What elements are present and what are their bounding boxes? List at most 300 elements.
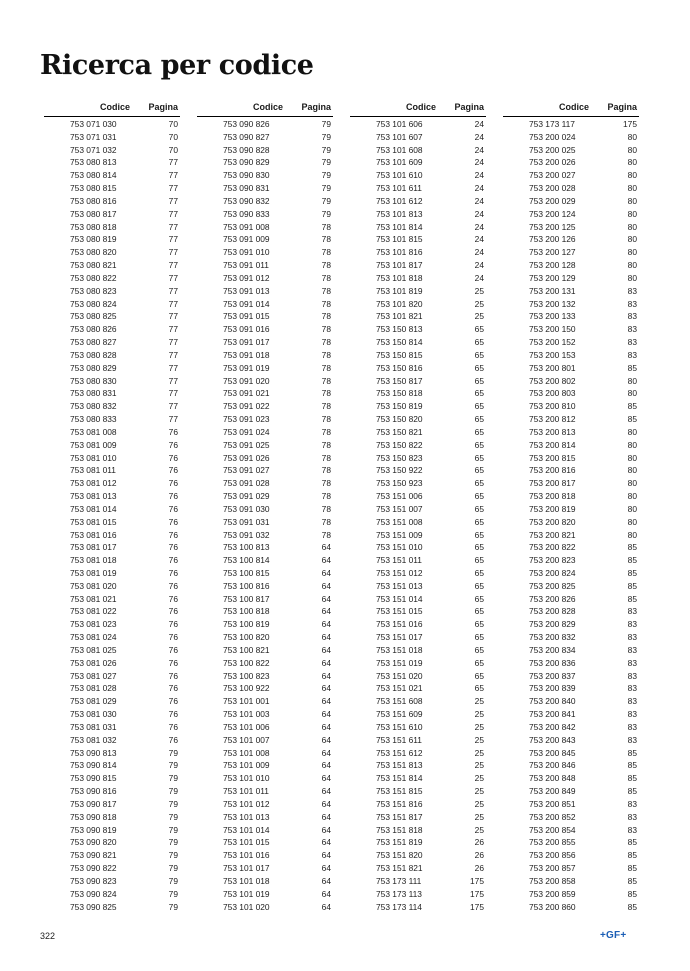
code-cell: 753 200 817 [529, 478, 576, 489]
page-cell: 65 [474, 632, 484, 643]
code-cell: 753 101 020 [223, 901, 270, 912]
table-row [44, 785, 180, 798]
table-row [503, 836, 639, 849]
code-cell: 753 091 031 [223, 516, 270, 527]
index-rows [197, 117, 333, 913]
page-cell: 65 [474, 324, 484, 335]
table-row [197, 452, 333, 465]
table-row [44, 541, 180, 554]
code-cell: 753 101 001 [223, 696, 270, 707]
table-row [350, 644, 486, 657]
table-row [197, 824, 333, 837]
table-row [503, 503, 639, 516]
code-cell: 753 081 017 [70, 542, 117, 553]
code-cell: 753 101 610 [376, 170, 423, 181]
table-row [197, 233, 333, 246]
table-row [44, 747, 180, 760]
code-cell: 753 080 828 [70, 349, 117, 360]
table-row [503, 644, 639, 657]
table-row [197, 631, 333, 644]
table-row [350, 657, 486, 670]
page-cell: 77 [168, 285, 178, 296]
table-row [197, 118, 333, 131]
table-row [197, 362, 333, 375]
code-cell: 753 071 030 [70, 119, 117, 129]
table-row [197, 516, 333, 529]
code-cell: 753 200 815 [529, 452, 576, 463]
code-header: Codice [252, 102, 283, 112]
code-cell: 753 100 820 [223, 632, 270, 643]
page-cell: 64 [321, 696, 331, 707]
page-cell: 65 [474, 375, 484, 386]
code-cell: 753 090 829 [223, 157, 270, 168]
code-cell: 753 101 813 [376, 208, 423, 219]
code-cell: 753 081 028 [70, 683, 117, 694]
table-row [503, 605, 639, 618]
code-cell: 753 200 027 [529, 170, 576, 181]
page-cell: 65 [474, 683, 484, 694]
code-header: Codice [558, 102, 589, 112]
page-cell: 79 [321, 208, 331, 219]
page-cell: 76 [168, 721, 178, 732]
code-cell: 753 200 834 [529, 644, 576, 655]
page-cell: 83 [627, 349, 637, 360]
code-cell: 753 200 803 [529, 388, 576, 399]
table-row [350, 439, 486, 452]
page-cell: 65 [474, 426, 484, 437]
table-row [197, 605, 333, 618]
table-row [44, 670, 180, 683]
page-cell: 83 [627, 311, 637, 322]
page-cell: 70 [168, 119, 178, 129]
page-cell: 85 [627, 580, 637, 591]
page-cell: 78 [321, 337, 331, 348]
table-row [197, 387, 333, 400]
code-cell: 753 091 019 [223, 362, 270, 373]
page-cell: 65 [474, 555, 484, 566]
page-cell: 64 [321, 721, 331, 732]
page-cell: 64 [321, 875, 331, 886]
table-row [350, 259, 486, 272]
table-row [350, 670, 486, 683]
page-cell: 64 [321, 593, 331, 604]
page-cell: 83 [627, 632, 637, 643]
page-cell: 24 [474, 170, 484, 181]
page-cell: 64 [321, 747, 331, 758]
page-cell: 85 [627, 362, 637, 373]
code-cell: 753 200 857 [529, 863, 576, 874]
page-cell: 64 [321, 786, 331, 797]
table-row [197, 836, 333, 849]
page-cell: 65 [474, 606, 484, 617]
table-row [44, 811, 180, 824]
code-cell: 753 150 822 [376, 439, 423, 450]
table-row [503, 439, 639, 452]
code-cell: 753 080 814 [70, 170, 117, 181]
code-cell: 753 091 010 [223, 247, 270, 258]
code-cell: 753 151 820 [376, 850, 423, 861]
code-cell: 753 151 015 [376, 606, 423, 617]
code-cell: 753 080 818 [70, 221, 117, 232]
page-cell: 77 [168, 388, 178, 399]
table-row [503, 734, 639, 747]
page-cell: 65 [474, 439, 484, 450]
table-row [503, 169, 639, 182]
page-cell: 64 [321, 773, 331, 784]
table-row [503, 285, 639, 298]
table-row [197, 464, 333, 477]
table-row [197, 298, 333, 311]
table-row [350, 144, 486, 157]
code-cell: 753 091 014 [223, 298, 270, 309]
table-row [503, 182, 639, 195]
code-cell: 753 090 817 [70, 798, 117, 809]
table-row [197, 413, 333, 426]
page-cell: 24 [474, 144, 484, 155]
page-cell: 80 [627, 144, 637, 155]
code-cell: 753 200 127 [529, 247, 576, 258]
table-row [350, 349, 486, 362]
code-cell: 753 101 607 [376, 131, 423, 142]
code-cell: 753 200 843 [529, 734, 576, 745]
table-row [44, 605, 180, 618]
code-cell: 753 090 831 [223, 183, 270, 194]
page-cell: 64 [321, 644, 331, 655]
code-cell: 753 200 823 [529, 555, 576, 566]
table-row [350, 708, 486, 721]
page-cell: 24 [474, 272, 484, 283]
code-cell: 753 080 833 [70, 414, 117, 425]
page-cell: 65 [474, 593, 484, 604]
table-row [44, 259, 180, 272]
table-row [197, 657, 333, 670]
page-cell: 78 [321, 260, 331, 271]
page-cell: 65 [474, 516, 484, 527]
page-cell: 80 [627, 465, 637, 476]
code-cell: 753 200 813 [529, 426, 576, 437]
table-row [503, 721, 639, 734]
code-cell: 753 090 825 [70, 901, 117, 912]
page-cell: 24 [474, 195, 484, 206]
page-cell: 77 [168, 414, 178, 425]
page-cell: 76 [168, 542, 178, 553]
page-cell: 64 [321, 811, 331, 822]
code-cell: 753 091 009 [223, 234, 270, 245]
table-row [503, 695, 639, 708]
code-cell: 753 091 012 [223, 272, 270, 283]
table-row [503, 785, 639, 798]
table-row [44, 156, 180, 169]
code-cell: 753 091 020 [223, 375, 270, 386]
page-cell: 76 [168, 516, 178, 527]
page-cell: 64 [321, 567, 331, 578]
code-cell: 753 200 025 [529, 144, 576, 155]
page-cell: 83 [627, 606, 637, 617]
code-cell: 753 101 009 [223, 760, 270, 771]
table-row [197, 901, 333, 914]
table-row [503, 529, 639, 542]
table-row [350, 541, 486, 554]
code-cell: 753 080 817 [70, 208, 117, 219]
table-row [350, 246, 486, 259]
code-cell: 753 151 016 [376, 619, 423, 630]
page-cell: 77 [168, 260, 178, 271]
code-cell: 753 151 610 [376, 721, 423, 732]
page-cell: 64 [321, 619, 331, 630]
table-row [44, 387, 180, 400]
table-row [350, 310, 486, 323]
page-cell: 64 [321, 542, 331, 553]
page-cell: 80 [627, 375, 637, 386]
code-cell: 753 101 007 [223, 734, 270, 745]
page-cell: 64 [321, 760, 331, 771]
table-row [350, 516, 486, 529]
table-row [44, 144, 180, 157]
index-column-1 [44, 101, 180, 913]
page-cell: 24 [474, 131, 484, 142]
page-cell: 64 [321, 798, 331, 809]
page-cell: 79 [168, 760, 178, 771]
table-row [44, 836, 180, 849]
page-cell: 80 [627, 260, 637, 271]
code-cell: 753 173 111 [376, 875, 422, 886]
table-row [197, 439, 333, 452]
page-cell: 80 [627, 272, 637, 283]
code-cell: 753 091 011 [223, 260, 269, 271]
table-row [197, 541, 333, 554]
table-row [197, 246, 333, 259]
table-row [44, 169, 180, 182]
page-cell: 83 [627, 734, 637, 745]
code-cell: 753 090 826 [223, 119, 270, 129]
code-cell: 753 151 007 [376, 503, 423, 514]
page-cell: 76 [168, 439, 178, 450]
table-row [503, 310, 639, 323]
table-row [350, 221, 486, 234]
code-cell: 753 081 024 [70, 632, 117, 643]
code-cell: 753 200 848 [529, 773, 576, 784]
page-cell: 76 [168, 503, 178, 514]
code-cell: 753 081 019 [70, 567, 117, 578]
page-cell: 65 [474, 465, 484, 476]
page-cell: 76 [168, 593, 178, 604]
code-cell: 753 150 923 [376, 478, 423, 489]
code-cell: 753 200 826 [529, 593, 576, 604]
code-cell: 753 200 816 [529, 465, 576, 476]
code-cell: 753 081 029 [70, 696, 117, 707]
page-cell: 80 [627, 491, 637, 502]
code-cell: 753 151 612 [376, 747, 423, 758]
code-header: Codice [99, 102, 130, 112]
table-row [350, 734, 486, 747]
code-cell: 753 200 133 [529, 311, 576, 322]
table-row [197, 849, 333, 862]
table-row [44, 503, 180, 516]
table-row [197, 580, 333, 593]
table-row [503, 888, 639, 901]
code-cell: 753 200 802 [529, 375, 576, 386]
page-cell: 77 [168, 337, 178, 348]
code-cell: 753 101 017 [223, 863, 270, 874]
table-row [44, 554, 180, 567]
table-row [350, 452, 486, 465]
page-number: 322 [40, 931, 56, 941]
code-cell: 753 151 608 [376, 696, 423, 707]
table-row [503, 156, 639, 169]
table-row [350, 182, 486, 195]
table-row [44, 875, 180, 888]
table-row [197, 772, 333, 785]
page-cell: 78 [321, 375, 331, 386]
page-cell: 79 [321, 131, 331, 142]
page-cell: 78 [321, 491, 331, 502]
table-row [44, 400, 180, 413]
page-cell: 83 [627, 298, 637, 309]
index-rows [503, 117, 639, 913]
table-row [197, 503, 333, 516]
page-cell: 25 [474, 811, 484, 822]
code-cell: 753 090 819 [70, 824, 117, 835]
index-rows [350, 117, 486, 913]
table-row [503, 862, 639, 875]
code-cell: 753 080 821 [70, 260, 117, 271]
code-cell: 753 200 801 [529, 362, 576, 373]
page-cell: 77 [168, 272, 178, 283]
page-cell: 26 [474, 863, 484, 874]
page-cell: 76 [168, 555, 178, 566]
table-row [44, 298, 180, 311]
table-row [44, 272, 180, 285]
table-row [197, 670, 333, 683]
page-cell: 25 [474, 786, 484, 797]
table-row [197, 567, 333, 580]
code-cell: 753 081 031 [70, 721, 117, 732]
page-cell: 78 [321, 285, 331, 296]
table-row [44, 529, 180, 542]
table-row [197, 734, 333, 747]
code-cell: 753 101 010 [223, 773, 270, 784]
code-cell: 753 080 816 [70, 195, 117, 206]
page-cell: 65 [474, 670, 484, 681]
page-cell: 83 [627, 285, 637, 296]
page-cell: 64 [321, 734, 331, 745]
table-row [503, 387, 639, 400]
page-cell: 79 [168, 863, 178, 874]
page-cell: 76 [168, 465, 178, 476]
table-row [44, 708, 180, 721]
column-header [44, 101, 180, 117]
table-row [44, 695, 180, 708]
code-cell: 753 100 821 [223, 644, 270, 655]
page-cell: 64 [321, 901, 331, 912]
page-cell: 64 [321, 709, 331, 720]
table-row [503, 452, 639, 465]
code-cell: 753 200 029 [529, 195, 576, 206]
table-row [350, 156, 486, 169]
page-cell: 85 [627, 875, 637, 886]
page-cell: 65 [474, 491, 484, 502]
page-cell: 77 [168, 324, 178, 335]
table-row [503, 246, 639, 259]
table-row [197, 888, 333, 901]
page-cell: 65 [474, 529, 484, 540]
code-cell: 753 151 819 [376, 837, 423, 848]
code-cell: 753 200 828 [529, 606, 576, 617]
table-row [350, 875, 486, 888]
page-cell: 85 [627, 747, 637, 758]
page-cell: 77 [168, 375, 178, 386]
table-row [44, 849, 180, 862]
table-row [197, 259, 333, 272]
code-cell: 753 100 817 [223, 593, 270, 604]
code-cell: 753 081 023 [70, 619, 117, 630]
code-cell: 753 090 813 [70, 747, 117, 758]
page-cell: 65 [474, 567, 484, 578]
page-cell: 83 [627, 798, 637, 809]
code-cell: 753 150 922 [376, 465, 423, 476]
code-cell: 753 151 012 [376, 567, 423, 578]
page-cell: 24 [474, 247, 484, 258]
table-row [44, 516, 180, 529]
code-cell: 753 080 815 [70, 183, 117, 194]
table-row [197, 195, 333, 208]
code-cell: 753 200 125 [529, 221, 576, 232]
page-cell: 76 [168, 606, 178, 617]
page-cell: 25 [474, 747, 484, 758]
table-row [350, 285, 486, 298]
page-cell: 77 [168, 247, 178, 258]
table-row [350, 554, 486, 567]
code-cell: 753 081 026 [70, 657, 117, 668]
code-cell: 753 091 013 [223, 285, 270, 296]
table-row [44, 439, 180, 452]
code-cell: 753 100 814 [223, 555, 270, 566]
code-cell: 753 091 015 [223, 311, 270, 322]
table-row [197, 131, 333, 144]
page-cell: 79 [168, 798, 178, 809]
code-cell: 753 081 013 [70, 491, 117, 502]
code-cell: 753 101 606 [376, 119, 423, 129]
table-row [197, 169, 333, 182]
table-row [44, 131, 180, 144]
code-cell: 753 081 025 [70, 644, 117, 655]
code-cell: 753 101 818 [376, 272, 423, 283]
table-row [503, 272, 639, 285]
code-cell: 753 200 855 [529, 837, 576, 848]
table-row [503, 618, 639, 631]
code-cell: 753 080 829 [70, 362, 117, 373]
page-cell: 24 [474, 157, 484, 168]
table-row [44, 580, 180, 593]
page-cell: 85 [627, 773, 637, 784]
code-cell: 753 090 820 [70, 837, 117, 848]
code-cell: 753 173 117 [529, 119, 575, 129]
page-cell: 64 [321, 850, 331, 861]
table-row [197, 618, 333, 631]
page-header: Pagina [301, 102, 331, 112]
code-cell: 753 150 817 [376, 375, 423, 386]
page-cell: 83 [627, 644, 637, 655]
index-rows [44, 117, 180, 913]
page-cell: 25 [474, 721, 484, 732]
page-cell: 77 [168, 234, 178, 245]
code-cell: 753 151 611 [376, 734, 422, 745]
code-cell: 753 081 030 [70, 709, 117, 720]
page-cell: 77 [168, 183, 178, 194]
page-cell: 64 [321, 863, 331, 874]
table-row [350, 605, 486, 618]
page-cell: 85 [627, 567, 637, 578]
